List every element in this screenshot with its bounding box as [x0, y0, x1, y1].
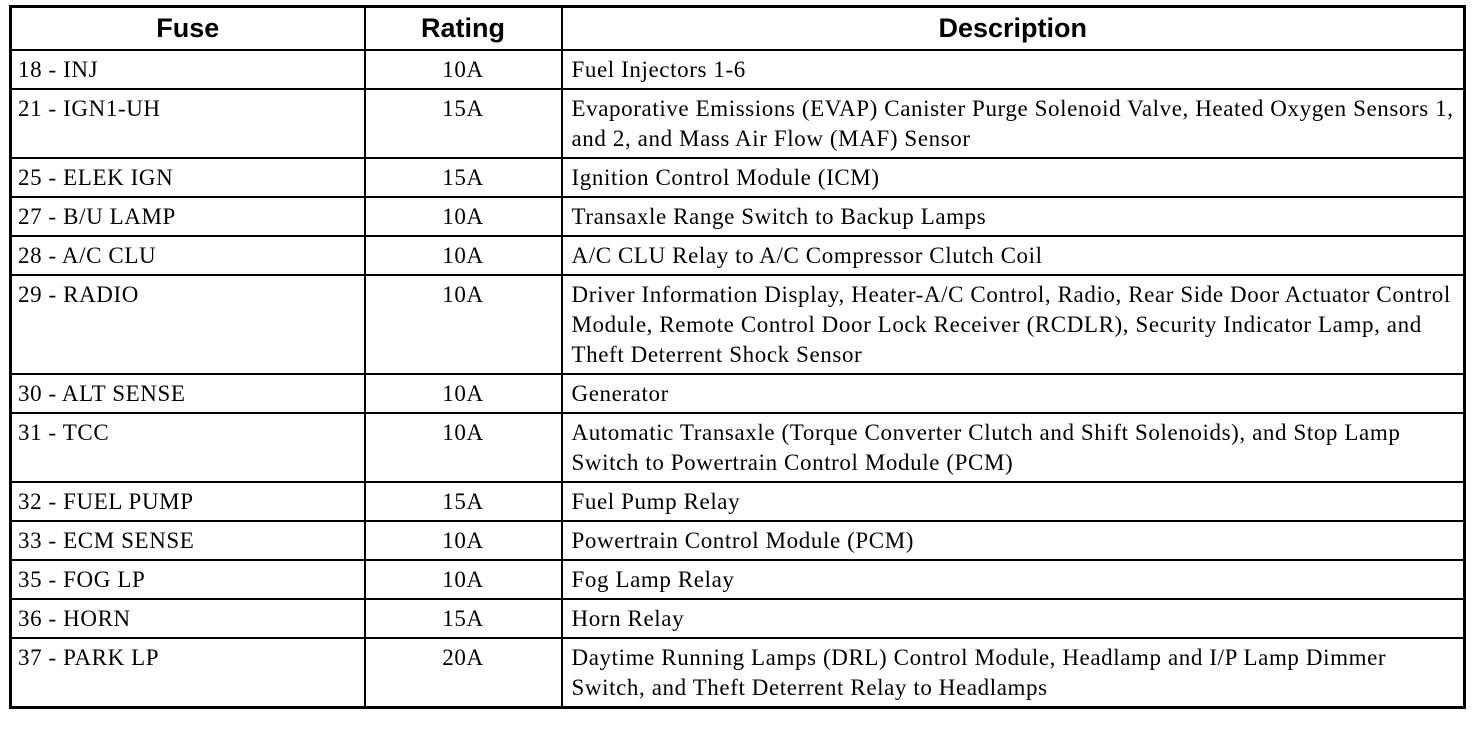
cell-fuse: 32 - FUEL PUMP [11, 482, 365, 521]
cell-rating: 10A [365, 236, 562, 275]
header-row [11, 7, 1465, 51]
cell-fuse: 28 - A/C CLU [11, 236, 365, 275]
cell-fuse: 18 - INJ [11, 50, 365, 89]
table-row [11, 638, 1465, 708]
cell-description: Fuel Injectors 1-6 [562, 50, 1465, 89]
cell-rating: 10A [365, 521, 562, 560]
cell-rating: 10A [365, 374, 562, 413]
table-row [11, 413, 1465, 482]
cell-fuse: 25 - ELEK IGN [11, 158, 365, 197]
cell-description: Fuel Pump Relay [562, 482, 1465, 521]
cell-fuse: 21 - IGN1-UH [11, 89, 365, 158]
cell-rating: 10A [365, 560, 562, 599]
cell-rating: 15A [365, 89, 562, 158]
cell-fuse: 29 - RADIO [11, 275, 365, 374]
cell-description: Powertrain Control Module (PCM) [562, 521, 1465, 560]
cell-description: A/C CLU Relay to A/C Compressor Clutch Coil [562, 236, 1465, 275]
table-row [11, 50, 1465, 89]
header-rating: Rating [365, 7, 562, 51]
cell-fuse: 35 - FOG LP [11, 560, 365, 599]
table-row [11, 560, 1465, 599]
fuse-table [9, 5, 1466, 709]
cell-rating: 15A [365, 599, 562, 638]
cell-fuse: 36 - HORN [11, 599, 365, 638]
cell-fuse: 31 - TCC [11, 413, 365, 482]
table-row [11, 89, 1465, 158]
fuse-table-container [9, 5, 1463, 709]
cell-description: Driver Information Display, Heater-A/C Control, Radio, Rear Side Door Actuator Control Module, Remote Control Door Lock Receiver (RCDLR), Security Indicator Lamp, and Theft Deterrent Shock Sensor [562, 275, 1465, 374]
cell-description: Evaporative Emissions (EVAP) Canister Purge Solenoid Valve, Heated Oxygen Sensors 1, and 2, and Mass Air Flow (MAF) Sensor [562, 89, 1465, 158]
table-row [11, 374, 1465, 413]
table-row [11, 197, 1465, 236]
table-row [11, 599, 1465, 638]
table-row [11, 521, 1465, 560]
cell-rating: 10A [365, 197, 562, 236]
cell-rating: 10A [365, 50, 562, 89]
cell-fuse: 37 - PARK LP [11, 638, 365, 708]
table-row [11, 482, 1465, 521]
table-row [11, 158, 1465, 197]
cell-description: Ignition Control Module (ICM) [562, 158, 1465, 197]
cell-description: Automatic Transaxle (Torque Converter Clutch and Shift Solenoids), and Stop Lamp Switch to Powertrain Control Module (PCM) [562, 413, 1465, 482]
table-row [11, 236, 1465, 275]
header-description: Description [562, 7, 1465, 51]
cell-description: Generator [562, 374, 1465, 413]
cell-description: Transaxle Range Switch to Backup Lamps [562, 197, 1465, 236]
cell-rating: 15A [365, 482, 562, 521]
header-fuse: Fuse [11, 7, 365, 51]
cell-description: Horn Relay [562, 599, 1465, 638]
cell-description: Daytime Running Lamps (DRL) Control Module, Headlamp and I/P Lamp Dimmer Switch, and Theft Deterrent Relay to Headlamps [562, 638, 1465, 708]
cell-fuse: 30 - ALT SENSE [11, 374, 365, 413]
table-row [11, 275, 1465, 374]
cell-fuse: 33 - ECM SENSE [11, 521, 365, 560]
cell-rating: 10A [365, 275, 562, 374]
cell-fuse: 27 - B/U LAMP [11, 197, 365, 236]
cell-rating: 10A [365, 413, 562, 482]
cell-rating: 20A [365, 638, 562, 708]
cell-rating: 15A [365, 158, 562, 197]
cell-description: Fog Lamp Relay [562, 560, 1465, 599]
